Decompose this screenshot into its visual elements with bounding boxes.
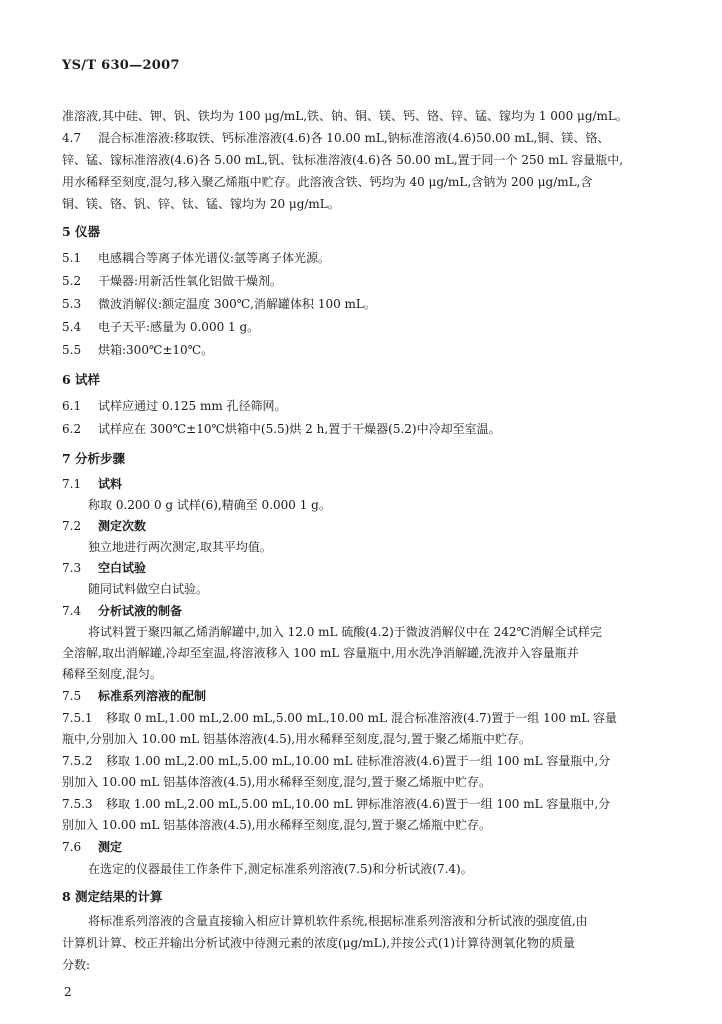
text-line: 铜、镁、铬、钒、锌、钛、锰、镓均为 20 μg/mL。 — [62, 197, 340, 211]
text-line: 计算机计算、校正并输出分析试液中待测元素的浓度(μg/mL),并按公式(1)计算待测氧化物的质量 — [62, 936, 576, 950]
text-line: 在选定的仪器最佳工作条件下,测定标准系列溶液(7.5)和分析试液(7.4)。 — [88, 862, 473, 876]
text-line: 准溶液,其中硅、钾、钒、铁均为 100 μg/mL,铁、钠、铜、镁、钙、铬、锌、锰、镓均为 1 000 μg/mL。 — [62, 109, 628, 123]
list-item — [62, 250, 330, 266]
clause-text: 电子天平:感量为 0.000 1 g。 — [98, 320, 260, 334]
clause-number: 7.6 — [62, 840, 82, 854]
list-item — [62, 296, 376, 312]
list-item — [62, 273, 282, 289]
clause-number: 7.3 — [62, 561, 82, 575]
clause-number: 4.7 — [62, 131, 82, 145]
clause-number: 7.5.3 — [62, 797, 93, 811]
text-line: 将试料置于聚四氟乙烯消解罐中,加入 12.0 mL 硫酸(4.2)于微波消解仪中在 242℃消解全试样完 — [88, 625, 602, 639]
clause-text: 试样应通过 0.125 mm 孔径筛网。 — [98, 399, 287, 413]
clause-number: 7.4 — [62, 604, 82, 618]
clause-number: 6.1 — [62, 399, 82, 413]
text-line: 随同试料做空白试验。 — [88, 582, 209, 596]
subclause-7-2 — [62, 518, 146, 534]
clause-text: 微波消解仪:额定温度 300℃,消解罐体积 100 mL。 — [98, 297, 376, 311]
text-line: 用水稀释至刻度,混匀,移入聚乙烯瓶中贮存。此溶液含铁、钙均为 40 μg/mL,含钠为 200 μg/mL,含 — [62, 175, 593, 189]
subclause-title: 分析试液的制备 — [98, 604, 183, 618]
text-line: 锌、锰、镓标准溶液(4.6)各 5.00 mL,钒、钛标准溶液(4.6)各 50.00 mL,置于同一个 250 mL 容量瓶中, — [62, 153, 624, 167]
text-line: 别加入 10.00 mL 铝基体溶液(4.5),用水稀释至刻度,混匀,置于聚乙烯瓶中贮存。 — [62, 775, 492, 789]
list-item — [62, 421, 501, 437]
clause-number: 7.1 — [62, 477, 82, 491]
text-line: 分数: — [62, 958, 91, 972]
clause-text: 干燥器:用新活性氧化铝做干燥剂。 — [98, 274, 283, 288]
clause-number: 5.5 — [62, 343, 82, 357]
subclause-title: 标准系列溶液的配制 — [98, 689, 207, 703]
section-heading-8: 8 测定结果的计算 — [62, 889, 163, 904]
clause-number: 7.5.1 — [62, 711, 93, 725]
clause-number: 5.4 — [62, 320, 82, 334]
text-line: 混合标准溶液:移取铁、钙标准溶液(4.6)各 10.00 mL,钠标准溶液(4.6)50.00 mL,铜、镁、铬、 — [98, 131, 610, 145]
subclause-7-5-2 — [62, 753, 610, 769]
standard-code: YS/T 630—2007 — [62, 58, 180, 73]
subclause-7-3 — [62, 560, 146, 576]
clause-text: 烘箱:300℃±10℃。 — [98, 343, 214, 357]
clause-4-7 — [62, 130, 609, 146]
list-item — [62, 319, 259, 335]
text-line: 独立地进行两次测定,取其平均值。 — [88, 540, 272, 554]
clause-text: 试样应在 300℃±10℃烘箱中(5.5)烘 2 h,置于干燥器(5.2)中冷却至室温。 — [98, 422, 501, 436]
page-number: 2 — [64, 985, 72, 999]
subclause-7-6 — [62, 839, 122, 855]
clause-number: 6.2 — [62, 422, 82, 436]
section-heading-5: 5 仪器 — [62, 224, 101, 239]
text-line: 将标准系列溶液的含量直接输入相应计算机软件系统,根据标准系列溶液和分析试液的强度值,由 — [88, 914, 588, 928]
list-item — [62, 342, 213, 358]
clause-number: 7.5.2 — [62, 754, 93, 768]
clause-number: 5.3 — [62, 297, 82, 311]
text-line: 移取 1.00 mL,2.00 mL,5.00 mL,10.00 mL 硅标准溶液(4.6)置于一组 100 mL 容量瓶中,分 — [106, 754, 611, 768]
clause-number: 5.1 — [62, 251, 82, 265]
clause-number: 5.2 — [62, 274, 82, 288]
text-line: 瓶中,分别加入 10.00 mL 铝基体溶液(4.5),用水稀释至刻度,混匀,置于聚乙烯瓶中贮存。 — [62, 732, 531, 746]
list-item — [62, 398, 287, 414]
subclause-7-5-3 — [62, 796, 610, 812]
text-line: 别加入 10.00 mL 铝基体溶液(4.5),用水稀释至刻度,混匀,置于聚乙烯瓶中贮存。 — [62, 818, 492, 832]
text-line: 移取 0 mL,1.00 mL,2.00 mL,5.00 mL,10.00 mL 混合标准溶液(4.7)置于一组 100 mL 容量 — [106, 711, 617, 725]
subclause-title: 测定次数 — [98, 519, 147, 533]
subclause-title: 试料 — [98, 477, 123, 491]
clause-text: 电感耦合等离子体光谱仪:氩等离子体光源。 — [98, 251, 331, 265]
section-heading-7: 7 分析步骤 — [62, 451, 126, 466]
subclause-7-5 — [62, 688, 206, 704]
subclause-7-4 — [62, 603, 182, 619]
subclause-title: 空白试验 — [98, 561, 147, 575]
text-line: 移取 1.00 mL,2.00 mL,5.00 mL,10.00 mL 钾标准溶液(4.6)置于一组 100 mL 容量瓶中,分 — [106, 797, 611, 811]
subclause-7-5-1 — [62, 710, 617, 726]
text-line: 稀释至刻度,混匀。 — [62, 667, 162, 681]
clause-number: 7.2 — [62, 519, 82, 533]
subclause-7-1 — [62, 476, 122, 492]
text-line: 全溶解,取出消解罐,冷却至室温,将溶液移入 100 mL 容量瓶中,用水洗净消解罐,洗液并入容量瓶并 — [62, 646, 579, 660]
subclause-title: 测定 — [98, 840, 123, 854]
clause-number: 7.5 — [62, 689, 82, 703]
section-heading-6: 6 试样 — [62, 372, 101, 387]
text-line: 称取 0.200 0 g 试样(6),精确至 0.000 1 g。 — [88, 498, 331, 512]
